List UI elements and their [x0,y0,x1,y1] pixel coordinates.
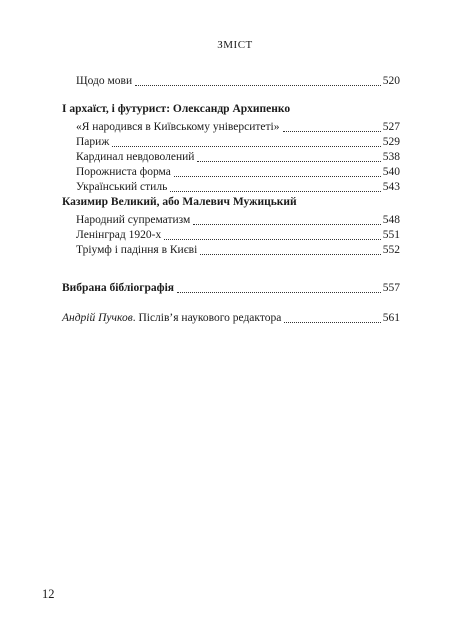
toc-entry-page: 552 [382,244,400,256]
toc-entry-bibliography[interactable] [62,281,400,296]
toc-entry[interactable] [76,213,400,228]
toc-entry-title: «Я народився в Київському університеті» [76,121,280,133]
toc-entry-title: Ленінград 1920-х [76,229,162,241]
running-head: ЗМІСТ [217,39,253,51]
toc-entry-title: Тріумф і падіння в Києві [76,244,198,256]
toc-entry[interactable] [76,120,400,135]
toc-entry[interactable] [76,165,400,180]
toc-entry[interactable] [76,228,400,243]
toc-entry-page: 520 [382,75,400,87]
toc-entry-page: 527 [382,121,400,133]
toc-entry-title: Порожниста форма [76,166,171,178]
toc-leader-dots [170,190,380,192]
toc-leader-dots [164,238,381,240]
toc-entry[interactable] [76,74,400,89]
toc-entry[interactable] [76,150,400,165]
toc-entry-title: Український стиль [76,181,168,193]
toc-entry-page: 540 [382,166,400,178]
afterword-author: Андрій Пучков [62,312,133,324]
toc-entry-page: 561 [382,312,400,324]
afterword-title: . Післів’я наукового редактора [132,312,282,324]
page-number: 12 [42,587,55,601]
toc-leader-dots [177,291,381,293]
toc-entry-title: Кардинал невдоволений [76,151,195,163]
toc-entry-page: 548 [382,214,400,226]
toc-leader-dots [193,223,380,225]
toc-leader-dots [197,160,380,162]
toc-leader-dots [112,145,380,147]
toc-entry-title: Щодо мови [76,75,133,87]
toc-entry-title: Париж [76,136,110,148]
toc-entry-page: 538 [382,151,400,163]
toc-entry[interactable] [76,180,400,195]
toc-entry-page: 529 [382,136,400,148]
toc-leader-dots [284,321,380,323]
toc-entry[interactable] [76,135,400,150]
toc-leader-dots [200,253,380,255]
toc-entry-title [62,311,281,326]
toc-entry-page: 557 [382,282,400,294]
toc-entry-page: 543 [382,181,400,193]
toc-entry-page: 551 [382,229,400,241]
section-heading: Казимир Великий, або Малевич Мужицький [62,196,297,208]
toc-entry-title: Вибрана бібліографія [62,282,174,294]
toc-entry[interactable] [76,243,400,258]
toc-leader-dots [135,84,381,86]
section-heading: І архаїст, і футурист: Олександр Архипенко [62,103,291,115]
toc-leader-dots [283,130,381,132]
toc-entry-title: Народний супрематизм [76,214,191,226]
toc-entry-afterword[interactable] [62,311,400,326]
toc-leader-dots [174,175,381,177]
